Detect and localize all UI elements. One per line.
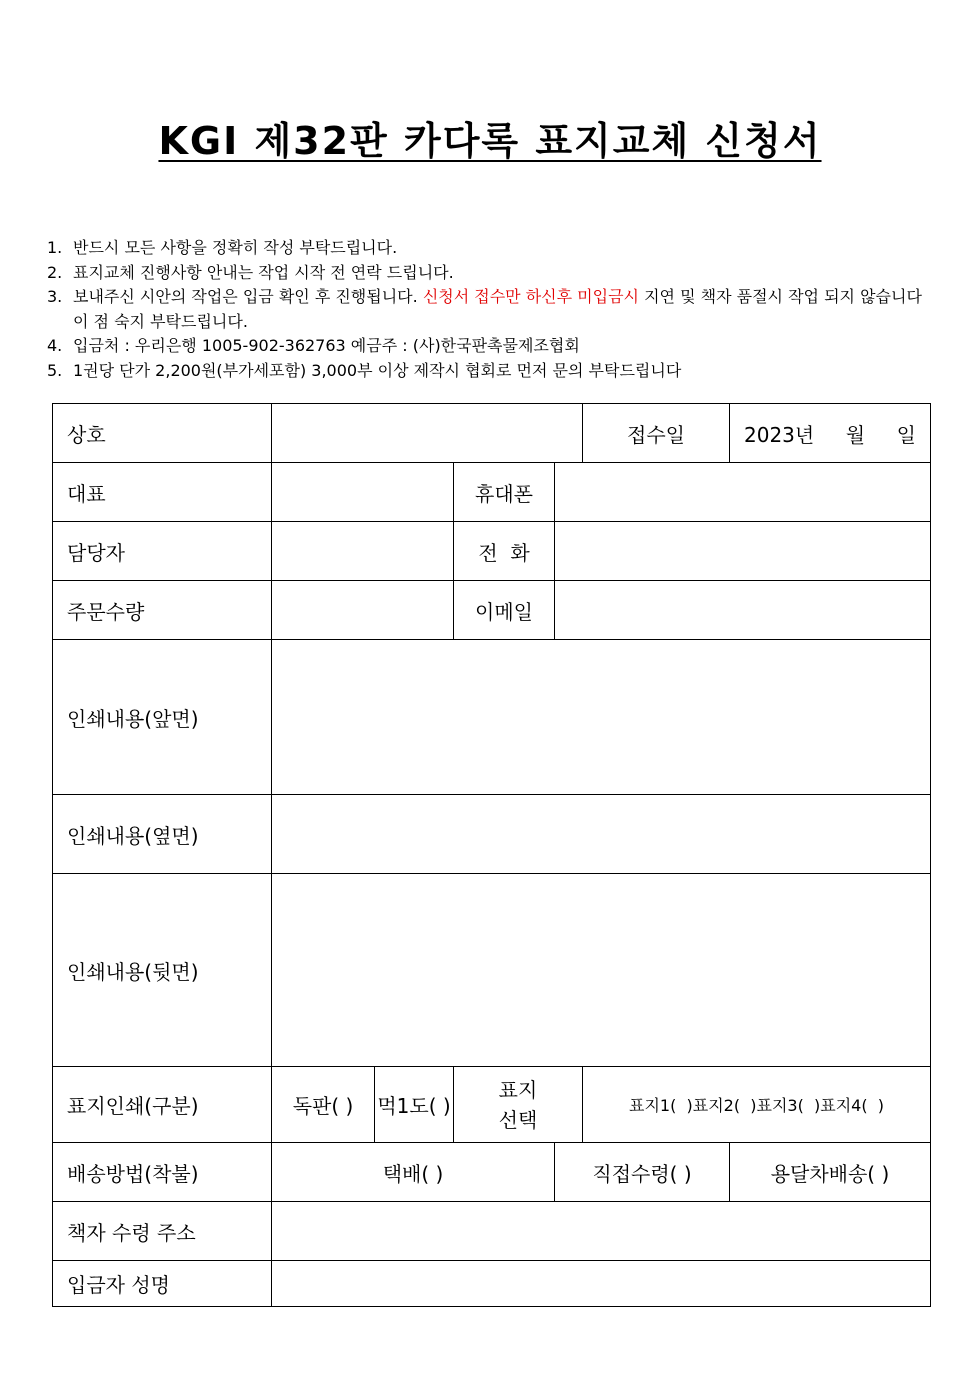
notice-item: 4. 입금처 : 우리은행 1005-902-362763 예금주 : (사)한국판촉물제조협회 — [47, 336, 580, 355]
received-year: 2023년 — [744, 422, 815, 447]
notice-list — [47, 236, 937, 383]
depositor-label: 입금자 성명 — [53, 1261, 272, 1307]
application-form — [52, 403, 931, 1307]
cover-print-label: 표지인쇄(구분) — [53, 1067, 272, 1143]
front-print-label: 인쇄내용(앞면) — [53, 640, 272, 795]
depositor-field[interactable] — [272, 1261, 931, 1307]
option-solo[interactable]: 독판( ) — [272, 1067, 375, 1143]
quantity-field[interactable] — [272, 581, 454, 640]
received-month: 월 — [845, 422, 866, 447]
back-print-field[interactable] — [272, 874, 931, 1067]
ceo-label: 대표 — [53, 463, 272, 522]
company-field[interactable] — [272, 404, 583, 463]
company-label: 상호 — [53, 404, 272, 463]
phone-label: 전 화 — [454, 522, 555, 581]
received-date-label: 접수일 — [583, 404, 730, 463]
side-print-field[interactable] — [272, 795, 931, 874]
mobile-field[interactable] — [555, 463, 931, 522]
email-label: 이메일 — [454, 581, 555, 640]
notice-item: 2. 표지교체 진행사항 안내는 작업 시작 전 연락 드립니다. — [47, 262, 454, 282]
address-label: 책자 수령 주소 — [53, 1202, 272, 1261]
option-black[interactable]: 먹1도( ) — [375, 1067, 454, 1143]
address-field[interactable] — [272, 1202, 931, 1261]
cover-options[interactable]: 표지1( )표지2( )표지3( )표지4( ) — [583, 1067, 931, 1143]
phone-field[interactable] — [555, 522, 931, 581]
notice-item: 5. 1권당 단가 2,200원(부가세포함) 3,000부 이상 제작시 협회로 먼저 문의 부탁드립니다 — [47, 360, 682, 380]
front-print-field[interactable] — [272, 640, 931, 795]
received-date-field[interactable] — [730, 404, 931, 463]
mobile-label: 휴대폰 — [454, 463, 555, 522]
manager-field[interactable] — [272, 522, 454, 581]
page-title: KGI 제32판 카다록 표지교체 신청서 — [158, 119, 822, 163]
notice-item: 1. 반드시 모든 사항을 정확히 작성 부탁드립니다. — [47, 238, 398, 257]
notice-item: 3. 보내주신 시안의 작업은 입금 확인 후 진행됩니다. 신청서 접수만 하신후 미입금시 지연 및 책자 품절시 작업 되지 않습니다 이 점 숙지 부탁드립니다. — [47, 287, 922, 331]
manager-label: 담당자 — [53, 522, 272, 581]
side-print-label: 인쇄내용(옆면) — [53, 795, 272, 874]
ceo-field[interactable] — [272, 463, 454, 522]
quantity-label: 주문수량 — [53, 581, 272, 640]
warning-text: 신청서 접수만 하신후 미입금시 — [422, 287, 639, 306]
delivery-label: 배송방법(착불) — [53, 1143, 272, 1202]
cover-select-label: 표지 선택 — [454, 1067, 583, 1143]
email-field[interactable] — [555, 581, 931, 640]
delivery-courier[interactable]: 택배( ) — [272, 1143, 555, 1202]
received-day: 일 — [896, 422, 916, 447]
back-print-label: 인쇄내용(뒷면) — [53, 874, 272, 1067]
delivery-quick[interactable]: 용달차배송( ) — [730, 1143, 931, 1202]
delivery-pickup[interactable]: 직접수령( ) — [555, 1143, 730, 1202]
